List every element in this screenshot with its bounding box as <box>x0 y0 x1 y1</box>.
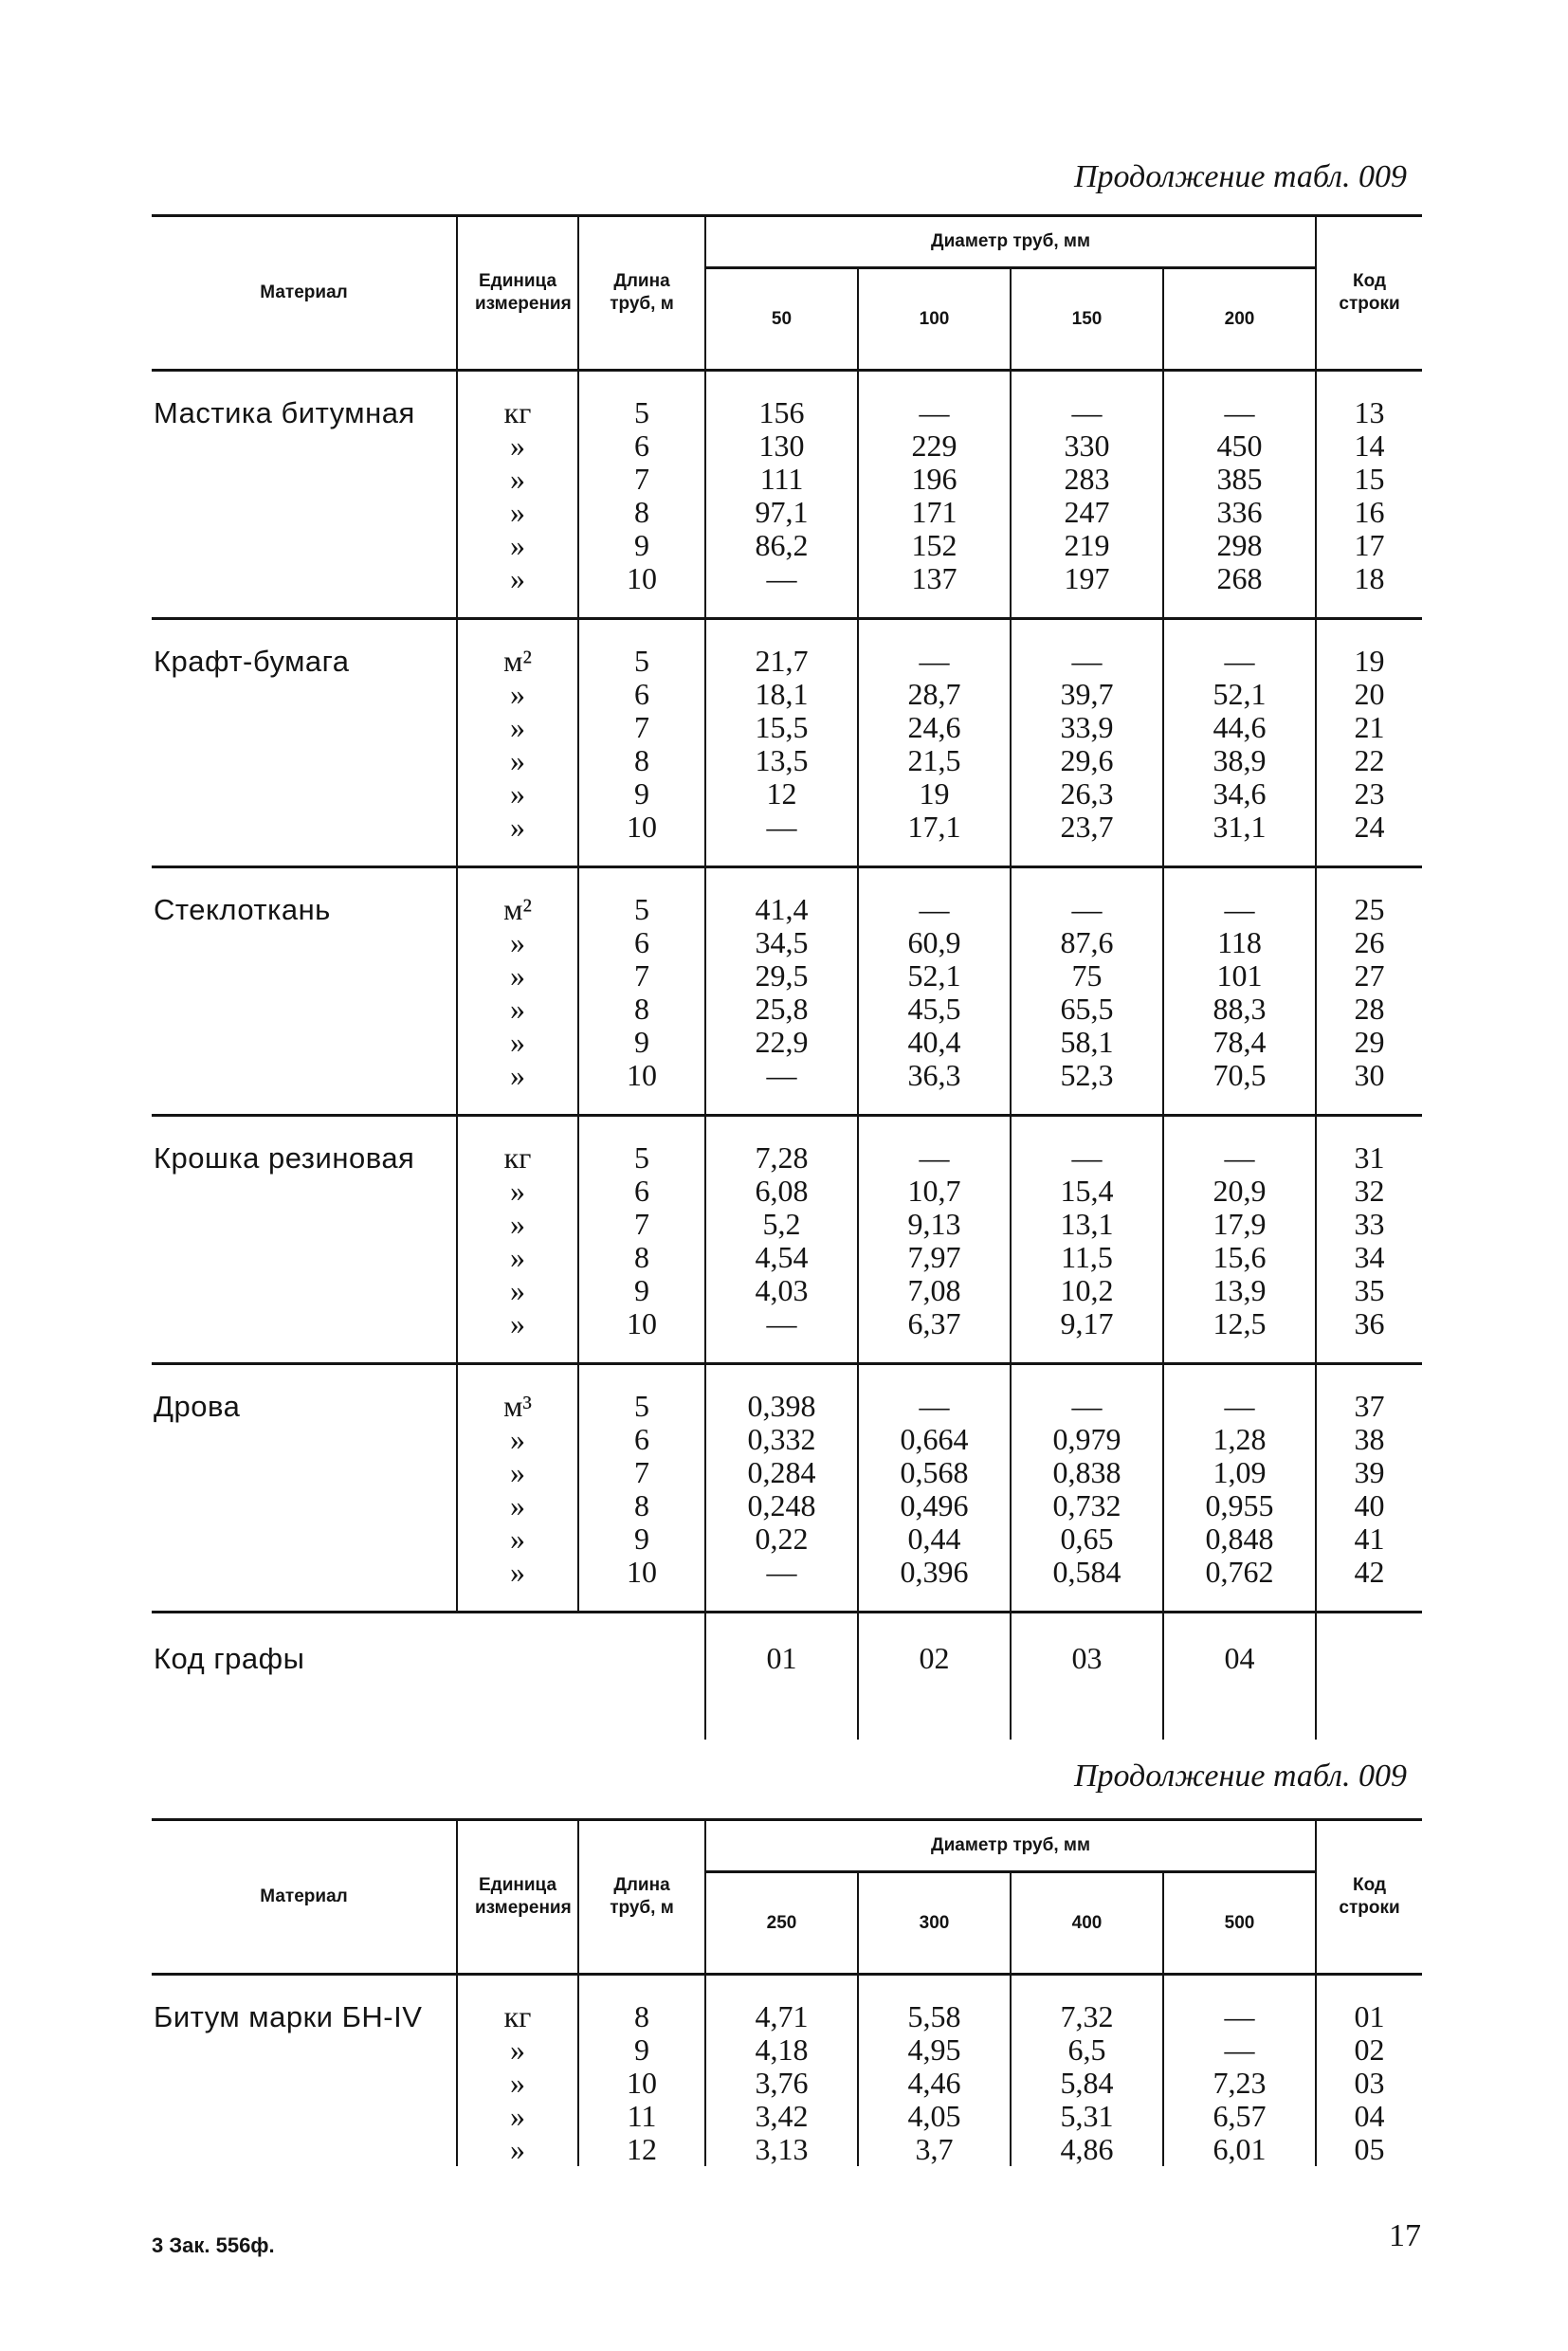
material-name: Крошка резиновая <box>152 1116 457 1364</box>
value-cell: — 28,7 24,6 21,5 19 17,1 <box>858 619 1011 867</box>
unit-cell: м³ » » » » » <box>457 1364 578 1613</box>
header-material: Материал <box>152 216 457 371</box>
table2-caption: Продолжение табл. 009 <box>1073 1759 1407 1794</box>
value-cell: — 1,28 1,09 0,955 0,848 0,762 <box>1163 1364 1316 1613</box>
value-cell: — 450 385 336 298 268 <box>1163 371 1316 619</box>
value-cell: 156 130 111 97,1 86,2 — <box>705 371 858 619</box>
header-unit: Единица измерения <box>457 1820 578 1975</box>
value-cell: — 330 283 247 219 197 <box>1011 371 1163 619</box>
code-cell: 25 26 27 28 29 30 <box>1316 867 1422 1116</box>
table-row-group <box>152 1364 1422 1613</box>
table-row-group <box>152 371 1422 619</box>
value-cell: — 229 196 171 152 137 <box>858 371 1011 619</box>
header-diameter-50: 50 <box>705 268 858 371</box>
value-cell: — 0,979 0,838 0,732 0,65 0,584 <box>1011 1364 1163 1613</box>
header-unit: Единица измерения <box>457 216 578 371</box>
length-cell: 8 9 10 11 12 <box>578 1975 705 2167</box>
header-diameter-150: 150 <box>1011 268 1163 371</box>
length-cell: 5 6 7 8 9 10 <box>578 1116 705 1364</box>
value-cell: — 10,7 9,13 7,97 7,08 6,37 <box>858 1116 1011 1364</box>
length-cell: 5 6 7 8 9 10 <box>578 867 705 1116</box>
table-row-group <box>152 1975 1422 2167</box>
value-cell: 4,71 4,18 3,76 3,42 3,13 <box>705 1975 858 2167</box>
header-code: Код строки <box>1316 216 1422 371</box>
header-diameter-100: 100 <box>858 268 1011 371</box>
table1-caption: Продолжение табл. 009 <box>1073 159 1407 194</box>
value-cell: 41,4 34,5 29,5 25,8 22,9 — <box>705 867 858 1116</box>
code-cell: 01 02 03 04 05 <box>1316 1975 1422 2167</box>
table2 <box>152 1818 1422 2166</box>
header-diameter-200: 200 <box>1163 268 1316 371</box>
value-cell: — — 7,23 6,57 6,01 <box>1163 1975 1316 2167</box>
column-code: 04 <box>1163 1613 1316 1740</box>
header-material: Материал <box>152 1820 457 1975</box>
value-cell: — 15,4 13,1 11,5 10,2 9,17 <box>1011 1116 1163 1364</box>
table1 <box>152 214 1422 1740</box>
page-number: 17 <box>1389 2218 1421 2253</box>
unit-cell: м² » » » » » <box>457 619 578 867</box>
value-cell: 21,7 18,1 15,5 13,5 12 — <box>705 619 858 867</box>
header-length: Длина труб, м <box>578 216 705 371</box>
material-name: Дрова <box>152 1364 457 1613</box>
value-cell: — 118 101 88,3 78,4 70,5 <box>1163 867 1316 1116</box>
header-diameter-300: 300 <box>858 1872 1011 1975</box>
value-cell: 5,58 4,95 4,46 4,05 3,7 <box>858 1975 1011 2167</box>
header-diameter-400: 400 <box>1011 1872 1163 1975</box>
header-diameter-500: 500 <box>1163 1872 1316 1975</box>
header-diameter: Диаметр труб, мм <box>705 1820 1316 1872</box>
table-row-group <box>152 1116 1422 1364</box>
code-cell: 13 14 15 16 17 18 <box>1316 371 1422 619</box>
value-cell: — 87,6 75 65,5 58,1 52,3 <box>1011 867 1163 1116</box>
material-name: Стеклоткань <box>152 867 457 1116</box>
header-length: Длина труб, м <box>578 1820 705 1975</box>
value-cell: 0,398 0,332 0,284 0,248 0,22 — <box>705 1364 858 1613</box>
value-cell: — 20,9 17,9 15,6 13,9 12,5 <box>1163 1116 1316 1364</box>
unit-cell: кг » » » » <box>457 1975 578 2167</box>
length-cell: 5 6 7 8 9 10 <box>578 1364 705 1613</box>
column-code: 03 <box>1011 1613 1163 1740</box>
header-code: Код строки <box>1316 1820 1422 1975</box>
length-cell: 5 6 7 8 9 10 <box>578 619 705 867</box>
code-cell: 37 38 39 40 41 42 <box>1316 1364 1422 1613</box>
column-code: 01 <box>705 1613 858 1740</box>
material-name: Мастика битумная <box>152 371 457 619</box>
value-cell: — 60,9 52,1 45,5 40,4 36,3 <box>858 867 1011 1116</box>
table-row-group <box>152 619 1422 867</box>
column-code-label: Код графы <box>154 1642 305 1675</box>
column-code: 02 <box>858 1613 1011 1740</box>
value-cell: — 52,1 44,6 38,9 34,6 31,1 <box>1163 619 1316 867</box>
material-name: Битум марки БН-IV <box>154 2000 423 2033</box>
value-cell: 7,28 6,08 5,2 4,54 4,03 — <box>705 1116 858 1364</box>
header-diameter-250: 250 <box>705 1872 858 1975</box>
material-name: Крафт-бумага <box>152 619 457 867</box>
value-cell: 7,32 6,5 5,84 5,31 4,86 <box>1011 1975 1163 2167</box>
column-code-row <box>152 1613 1422 1740</box>
table-row-group <box>152 867 1422 1116</box>
print-order-note: 3 Зак. 556ф. <box>152 2233 275 2257</box>
unit-cell: кг » » » » » <box>457 371 578 619</box>
value-cell: — 39,7 33,9 29,6 26,3 23,7 <box>1011 619 1163 867</box>
length-cell: 5 6 7 8 9 10 <box>578 371 705 619</box>
value-cell: — 0,664 0,568 0,496 0,44 0,396 <box>858 1364 1011 1613</box>
unit-cell: м² » » » » » <box>457 867 578 1116</box>
code-cell: 31 32 33 34 35 36 <box>1316 1116 1422 1364</box>
header-diameter: Диаметр труб, мм <box>705 216 1316 268</box>
unit-cell: кг » » » » » <box>457 1116 578 1364</box>
code-cell: 19 20 21 22 23 24 <box>1316 619 1422 867</box>
